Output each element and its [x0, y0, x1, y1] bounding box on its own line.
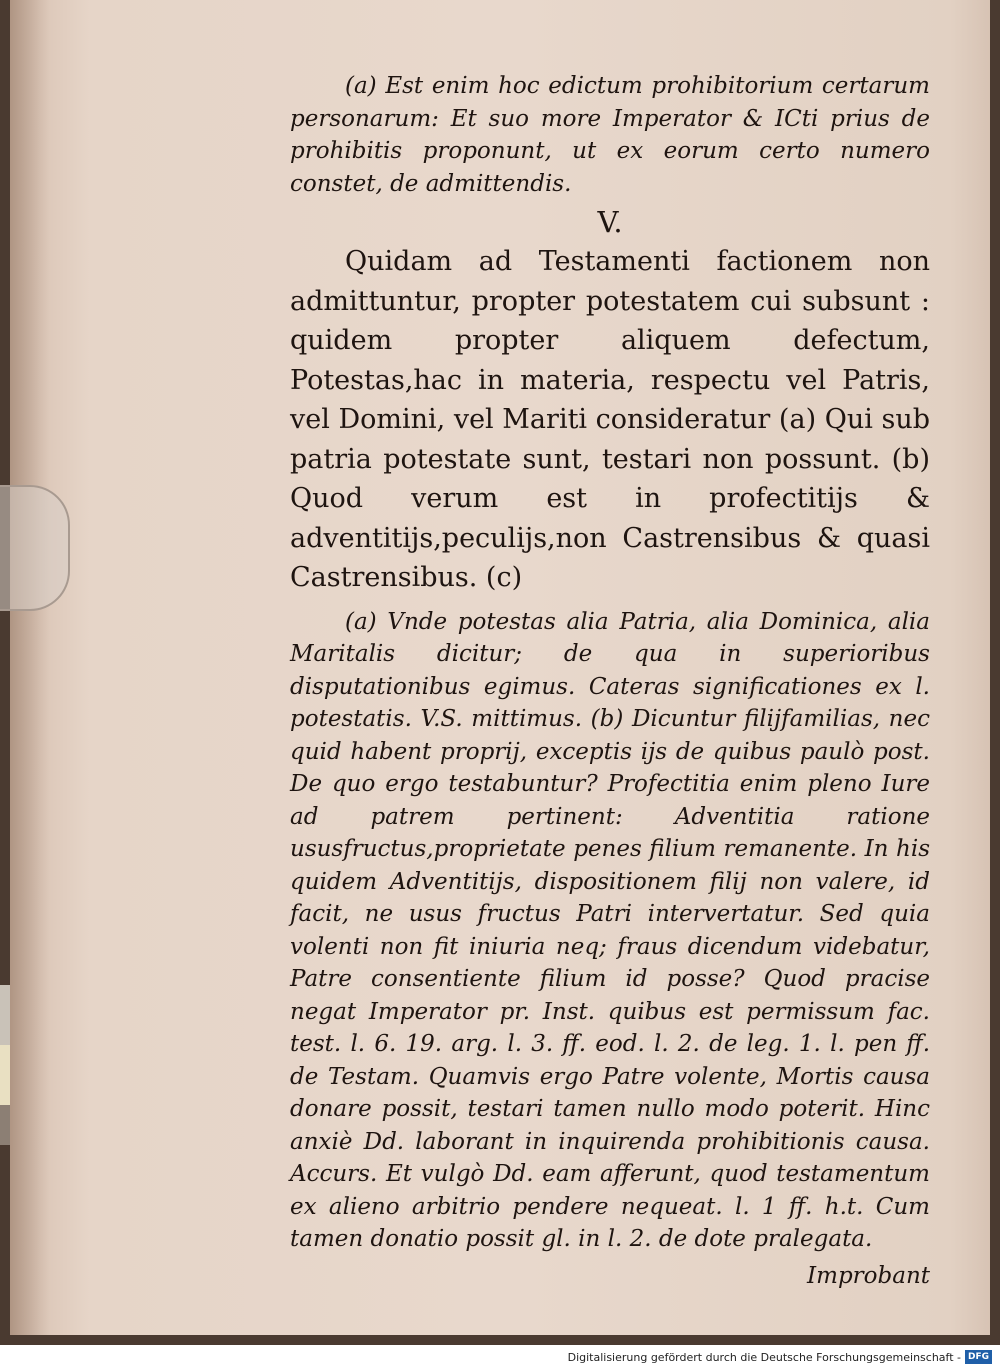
edge-strip — [0, 1045, 10, 1105]
dfg-logo: DFG — [965, 1350, 992, 1364]
footnote-a: (a) Est enim hoc edictum prohibitorium certarum personarum: Et suo more Imperator & ICti prius de prohibitis proponunt, ut ex eorum certo numero constet, de admittendis. — [290, 73, 930, 197]
footnotes-block: (a) Vnde potestas alia Patria, alia Dominica, alia Maritalis dicitur; de qua in superioribus disputationibus egimus. Cateras significationes ex l. potestatis. V.S. mittimus. (b) Dicuntur filijfamilias, nec quid habent proprij, exceptis ijs de quibus paulò post. De quo ergo testabuntur? Profectitia enim pleno Iure ad patrem pertinent: Adventitia ratione ususfructus,proprietate penes filium remanente. In his quidem Adventitijs, dispositionem filij non valere, id facit, ne usus fructus Patri intervertatur. Sed quia volenti non fit iniuria neq; fraus dicendum videbatur, Patre consentiente filium id posse? Quod pracise negat Imperator pr. Inst. quibus est permissum fac. test. l. 6. 19. arg. l. 3. ff. eod. l. 2. de leg. 1. l. pen ff. de Testam. Quamvis ergo Patre volente, Mortis causa donare possit, testari tamen nullo modo poterit. Hinc anxiè Dd. laborant in inquirenda prohibitionis causa. Accurs. Et vulgò Dd. eam afferunt, quod testamentum ex alieno arbitrio pendere nequeat. l. 1 ff. h.t. Cum tamen donatio possit gl. in l. 2. de dote pralegata. — [290, 608, 930, 1252]
edge-strip — [0, 1105, 10, 1145]
footer-credit — [568, 1349, 992, 1365]
page-clip — [0, 485, 70, 611]
catchword: Improbant — [807, 1262, 930, 1289]
page-text — [290, 70, 930, 1292]
edge-strip — [0, 985, 10, 1045]
section-body: Quidam ad Testamenti factionem non admittuntur, propter potestatem cui subsunt : quidem propter aliquem defectum, Potestas,hac in materia, respectu vel Patris, vel Domini, vel Mariti consideratur (a) Qui sub patria potestate sunt, testari non possunt. (b) Quod verum est in profectitijs & adventitijs,peculijs,non Castrensibus & quasi Castrensibus. (c) — [290, 246, 930, 593]
section-heading: V. — [597, 205, 623, 239]
page-gutter-shadow — [10, 0, 50, 1335]
footer-text: Digitalisierung gefördert durch die Deutsche Forschungsgemeinschaft - — [567, 1350, 961, 1364]
